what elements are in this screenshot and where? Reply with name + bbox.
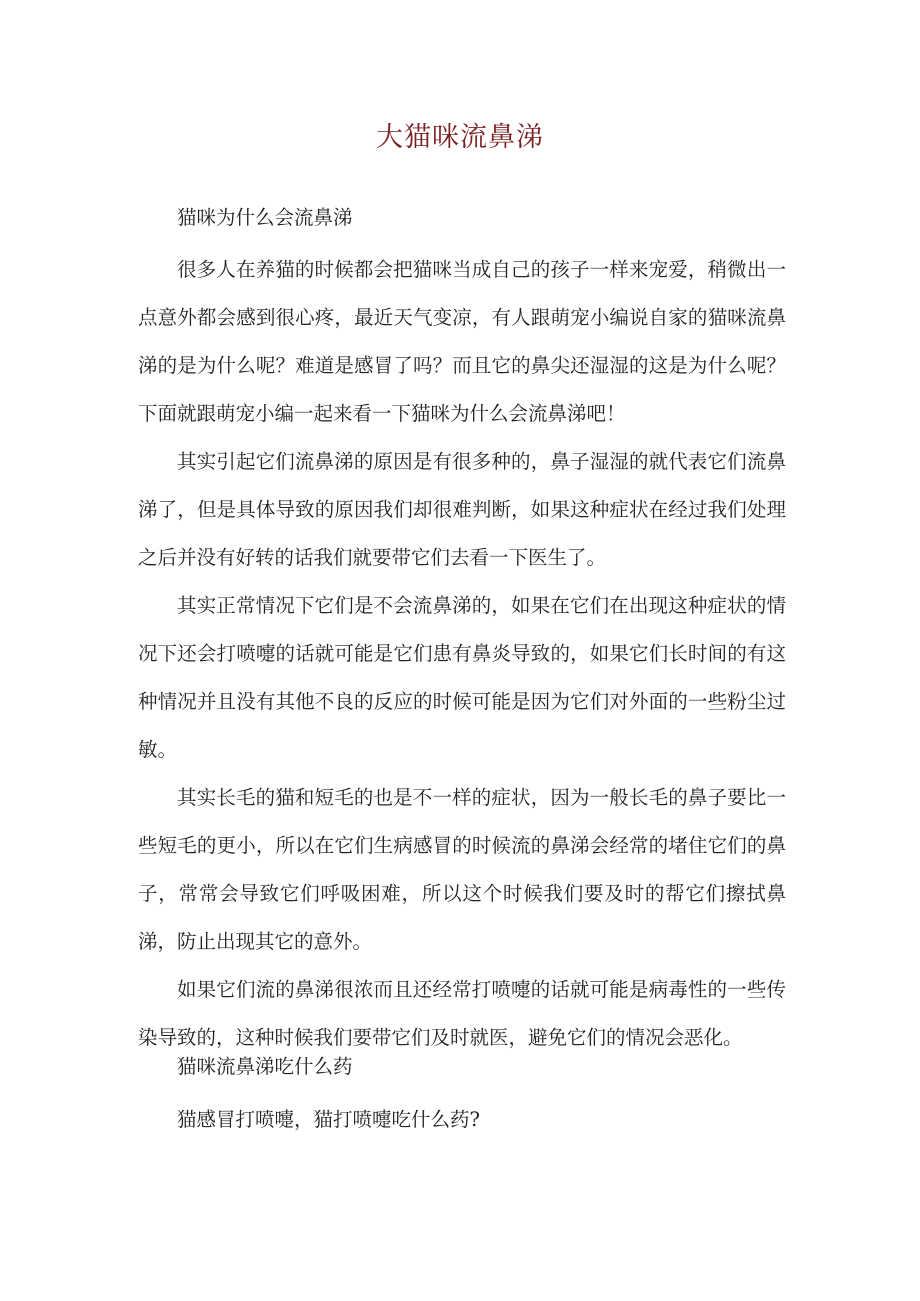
paragraph-intro: 很多人在养猫的时候都会把猫咪当成自己的孩子一样来宠爱，稍微出一点意外都会感到很心疼，最近天气变凉，有人跟萌宠小编说自家的猫咪流鼻涕的是为什么呢？难道是感冒了吗？而且它的鼻尖还湿湿的这是为什么呢？下面就跟萌宠小编一起来看一下猫咪为什么会流鼻涕吧！ (138, 258, 786, 425)
section-heading-medicine: 猫咪流鼻涕吃什么药 (177, 1055, 353, 1078)
section-heading-why: 猫咪为什么会流鼻涕 (177, 206, 353, 229)
document-title: 大猫咪流鼻涕 (376, 122, 544, 153)
paragraph-causes: 其实引起它们流鼻涕的原因是有很多种的，鼻子湿湿的就代表它们流鼻涕了，但是具体导致的原因我们却很难判断，如果这种症状在经过我们处理之后并没有好转的话我们就要带它们去看一下医生了。 (138, 450, 786, 569)
section-heading-sneeze: 猫感冒打喷嚏，猫打喷嚏吃什么药? (177, 1108, 480, 1131)
paragraph-rhinitis: 其实正常情况下它们是不会流鼻涕的，如果在它们在出现这种症状的情况下还会打喷嚏的话就可能是它们患有鼻炎导致的，如果它们长时间的有这种情况并且没有其他不良的反应的时候可能是因为它们对外面的一些粉尘过敏。 (138, 594, 786, 761)
paragraph-virus: 如果它们流的鼻涕很浓而且还经常打喷嚏的话就可能是病毒性的一些传染导致的，这种时候我们要带它们及时就医，避免它们的情况会恶化。 (138, 978, 786, 1049)
paragraph-long-hair: 其实长毛的猫和短毛的也是不一样的症状，因为一般长毛的鼻子要比一些短毛的更小，所以在它们生病感冒的时候流的鼻涕会经常的堵住它们的鼻子，常常会导致它们呼吸困难，所以这个时候我们要及时的帮它们擦拭鼻涕，防止出现其它的意外。 (138, 786, 786, 953)
